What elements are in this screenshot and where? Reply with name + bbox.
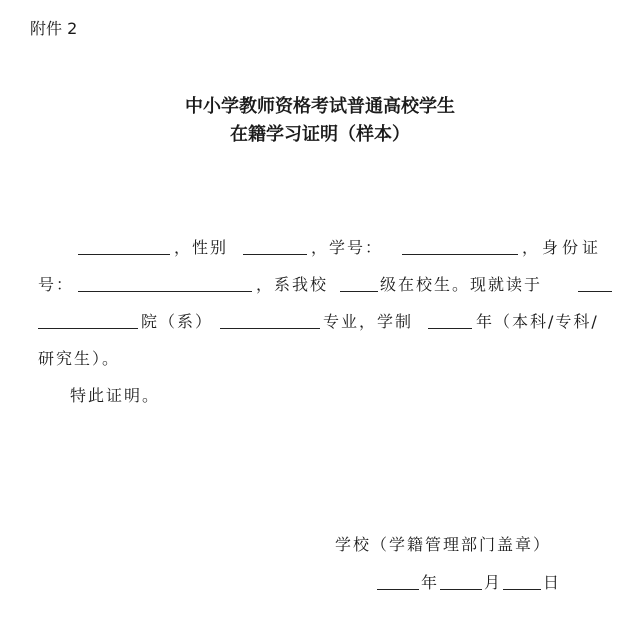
college-blank-a[interactable] — [578, 291, 612, 292]
id-number-blank[interactable] — [78, 291, 252, 292]
school-stamp-label: 学校（学籍管理部门盖章） — [335, 535, 552, 554]
student-no-label: ，学号： — [311, 238, 384, 257]
duration-blank[interactable] — [428, 328, 472, 329]
day-label: 日 — [543, 573, 562, 592]
school-label: ，系我校 — [256, 275, 329, 294]
doc-title-line1: 中小学教师资格考试普通高校学生 — [185, 96, 455, 117]
gender-blank[interactable] — [243, 254, 307, 255]
day-blank[interactable] — [503, 589, 541, 590]
attachment-label: 附件 2 — [30, 19, 78, 38]
id-label-cont: 号： — [38, 275, 75, 294]
major-blank[interactable] — [220, 328, 320, 329]
year-label: 年 — [421, 573, 440, 592]
gender-label: ，性别 — [174, 238, 229, 257]
major-label: 专业，学制 — [323, 312, 414, 331]
grade-label: 级在校生。现就读于 — [380, 275, 543, 294]
student-no-blank[interactable] — [402, 254, 518, 255]
year-blank[interactable] — [377, 589, 419, 590]
doc-title-line2: 在籍学习证明（样本） — [230, 124, 410, 145]
degree-label: 年（本科/专科/ — [476, 312, 599, 331]
grade-blank[interactable] — [340, 291, 378, 292]
name-blank[interactable] — [78, 254, 170, 255]
college-blank-b[interactable] — [38, 328, 138, 329]
id-label: ，身份证 — [522, 238, 603, 257]
month-label: 月 — [484, 573, 503, 592]
certify-text: 特此证明。 — [70, 386, 161, 405]
month-blank[interactable] — [440, 589, 482, 590]
degree-label-cont: 研究生）。 — [38, 349, 121, 368]
college-label: 院（系） — [141, 312, 214, 331]
